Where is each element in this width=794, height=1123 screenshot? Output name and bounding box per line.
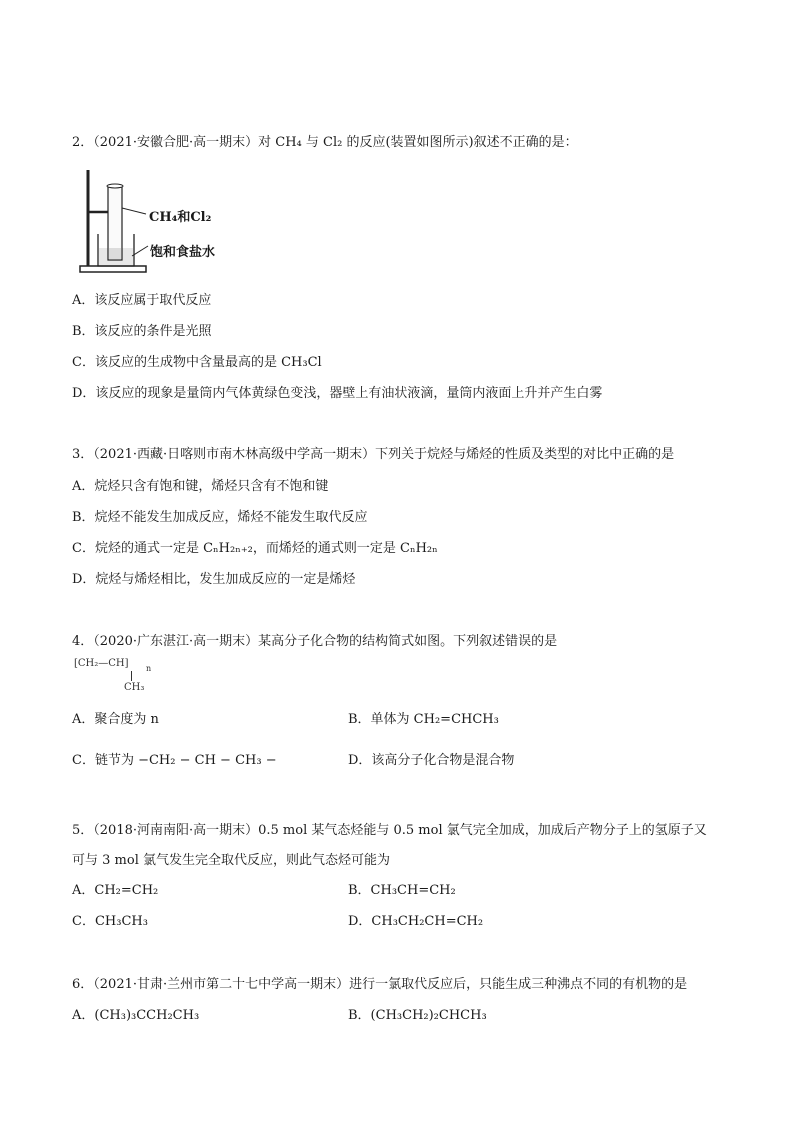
q5-option-c: C．CH₃CH₃ <box>72 914 148 929</box>
q4-option-b: B．单体为 CH₂=CHCH₃ <box>348 712 499 727</box>
q6-stem: 6．（2021·甘肃·兰州市第二十七中学高一期末）进行一氯取代反应后，只能生成三种沸点不同的有机物的是 <box>72 977 688 992</box>
figure-label-liquid: 饱和食盐水 <box>150 245 216 260</box>
q6-option-a: A．(CH₃)₃CCH₂CH₃ <box>72 1008 200 1023</box>
q6-option-b: B．(CH₃CH₂)₂CHCH₃ <box>348 1008 487 1023</box>
q5-stem-line2: 可与 3 mol 氯气发生完全取代反应，则此气态烃可能为 <box>72 853 390 868</box>
q4-option-d: D．该高分子化合物是混合物 <box>348 753 515 768</box>
q5-option-d: D．CH₃CH₂CH=CH₂ <box>348 914 484 929</box>
q2-option-a: A．该反应属于取代反应 <box>72 293 212 308</box>
q5-stem-line1: 5．（2018·河南南阳·高一期末）0.5 mol 某气态烃能与 0.5 mol 氯气完全加成，加成后产物分子上的氢原子又 <box>72 823 707 838</box>
q2-option-c: C．该反应的生成物中含量最高的是 CH₃Cl <box>72 355 322 370</box>
q5-option-b: B．CH₃CH=CH₂ <box>348 883 456 898</box>
q2-option-b: B．该反应的条件是光照 <box>72 324 212 339</box>
polymer-branch-ch3: CH₃ <box>124 682 145 693</box>
q3-option-a: A．烷烃只含有饱和键，烯烃只含有不饱和键 <box>72 479 329 494</box>
q4-option-c: C．链节为 −CH₂ − CH − CH₃ − <box>72 753 277 768</box>
q5-option-a: A．CH₂=CH₂ <box>72 883 159 898</box>
polymer-degree-n: n <box>146 664 152 673</box>
polymer-structure-formula <box>74 658 184 698</box>
q3-stem: 3．（2021·西藏·日喀则市南木林高级中学高一期末）下列关于烷烃与烯烃的性质及类型的对比中正确的是 <box>72 447 675 462</box>
q2-option-d: D．该反应的现象是量筒内气体黄绿色变浅，器壁上有油状液滴，量筒内液面上升并产生白雾 <box>72 386 603 401</box>
q3-option-c: C．烷烃的通式一定是 CₙH₂ₙ₊₂，而烯烃的通式则一定是 CₙH₂ₙ <box>72 541 438 556</box>
q2-stem: 2．（2021·安徽合肥·高一期末）对 CH₄ 与 Cl₂ 的反应(装置如图所示)叙述不正确的是： <box>72 135 578 150</box>
polymer-main-chain: [CH₂—CH] <box>74 658 129 669</box>
polymer-branch-bond <box>131 671 132 681</box>
q4-stem: 4．（2020·广东湛江·高一期末）某高分子化合物的结构简式如图。下列叙述错误的是 <box>72 634 558 649</box>
q4-option-a: A．聚合度为 n <box>72 712 159 727</box>
q3-option-d: D．烷烃与烯烃相比，发生加成反应的一定是烯烃 <box>72 572 356 587</box>
q3-option-b: B．烷烃不能发生加成反应，烯烃不能发生取代反应 <box>72 510 368 525</box>
figure-label-gas: CH₄和Cl₂ <box>149 210 212 225</box>
